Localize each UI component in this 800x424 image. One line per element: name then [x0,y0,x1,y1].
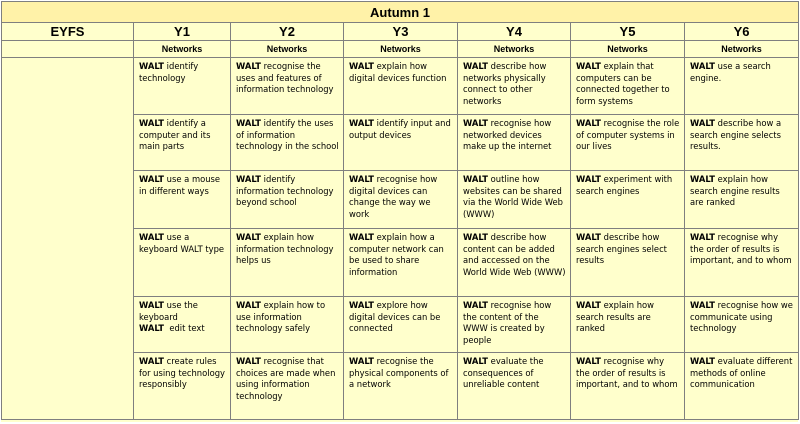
year-header-y5: Y5 [571,23,685,41]
objective-y5-5: WALT explain how search results are ranked [571,297,685,353]
objective-y6-3: WALT explain how search engine results are ranked [685,171,799,229]
objective-y3-3: WALT recognise how digital devices can change the way we work [344,171,458,229]
curriculum-sheet [1,1,798,422]
eyfs-topic-cell [2,41,134,58]
topic-row [2,41,799,58]
objective-y1-6: WALT create rules for using technology responsibly [134,353,231,420]
curriculum-table [1,1,799,420]
objective-y4-5: WALT recognise how the content of the WWW is created by people [458,297,571,353]
objective-y3-5: WALT explore how digital devices can be connected [344,297,458,353]
year-header-y2: Y2 [231,23,344,41]
objective-y4-2: WALT recognise how networked devices make up the internet [458,115,571,171]
topic-y2: Networks [231,41,344,58]
year-header-y3: Y3 [344,23,458,41]
objective-y5-6: WALT recognise why the order of results is important, and to whom [571,353,685,420]
topic-y4: Networks [458,41,571,58]
objective-y1-1: WALT identify technology [134,58,231,115]
topic-y3: Networks [344,41,458,58]
year-header-eyfs: EYFS [2,23,134,41]
topic-y1: Networks [134,41,231,58]
objective-y4-3: WALT outline how websites can be shared via the World Wide Web (WWW) [458,171,571,229]
objective-y1-3: WALT use a mouse in different ways [134,171,231,229]
objective-y3-4: WALT explain how a computer network can be used to share information [344,229,458,297]
objective-y5-4: WALT describe how search engines select results [571,229,685,297]
year-header-y6: Y6 [685,23,799,41]
objective-y2-2: WALT identify the uses of information technology in the school [231,115,344,171]
term-title: Autumn 1 [2,2,799,23]
objective-y1-5: WALT use the keyboard WALT edit text [134,297,231,353]
objective-y2-1: WALT recognise the uses and features of information technology [231,58,344,115]
objective-y4-1: WALT describe how networks physically connect to other networks [458,58,571,115]
objective-y2-4: WALT explain how information technology helps us [231,229,344,297]
topic-y6: Networks [685,41,799,58]
objective-y5-3: WALT experiment with search engines [571,171,685,229]
year-header-y1: Y1 [134,23,231,41]
walt-keyword: WALT [139,61,165,71]
objective-y4-4: WALT describe how content can be added and accessed on the World Wide Web (WWW) [458,229,571,297]
objective-y6-2: WALT describe how a search engine selects results. [685,115,799,171]
year-header-row [2,23,799,41]
objective-row-1 [2,58,799,115]
objective-y2-5: WALT explain how to use information technology safely [231,297,344,353]
objective-y2-6: WALT recognise that choices are made when using information technology [231,353,344,420]
objective-y3-6: WALT recognise the physical components of a network [344,353,458,420]
objective-y6-6: WALT evaluate different methods of online communication [685,353,799,420]
topic-y5: Networks [571,41,685,58]
objective-y1-2: WALT identify a computer and its main parts [134,115,231,171]
objective-y6-5: WALT recognise how we communicate using technology [685,297,799,353]
objective-y6-1: WALT use a search engine. [685,58,799,115]
objective-y3-2: WALT identify input and output devices [344,115,458,171]
year-header-y4: Y4 [458,23,571,41]
objective-y5-1: WALT explain that computers can be connected together to form systems [571,58,685,115]
eyfs-objectives-cell [2,58,134,420]
title-row [2,2,799,23]
objective-y5-2: WALT recognise the role of computer systems in our lives [571,115,685,171]
objective-y3-1: WALT explain how digital devices function [344,58,458,115]
objective-y4-6: WALT evaluate the consequences of unreliable content [458,353,571,420]
objective-y1-4: WALT use a keyboard WALT type [134,229,231,297]
objective-y2-3: WALT identify information technology beyond school [231,171,344,229]
objective-y6-4: WALT recognise why the order of results is important, and to whom [685,229,799,297]
